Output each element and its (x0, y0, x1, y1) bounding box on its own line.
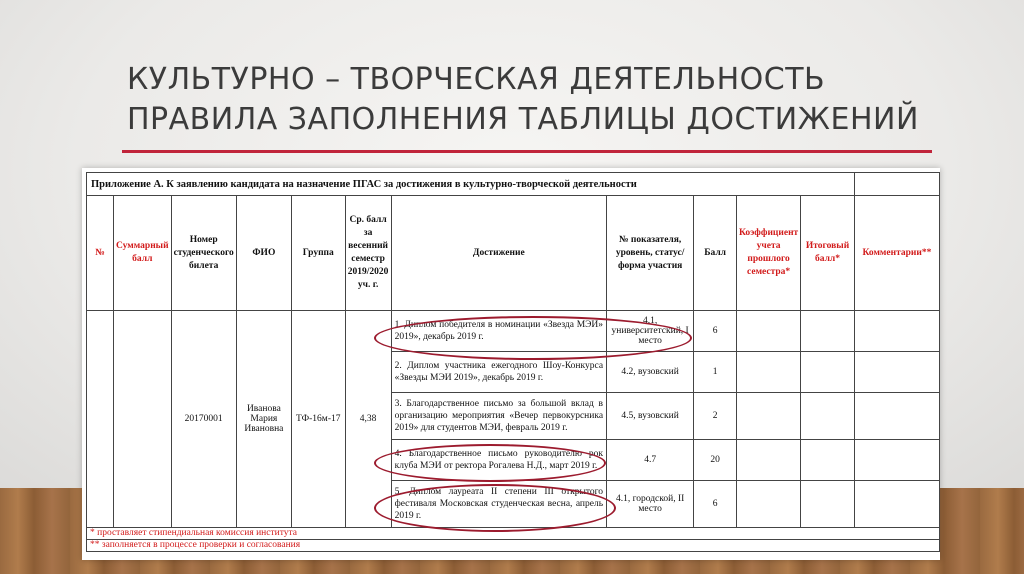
comment-1 (854, 311, 939, 352)
cell-average-grade: 4,38 (345, 311, 391, 528)
achievements-table (86, 172, 940, 552)
indicator-2: 4.2, вузовский (607, 352, 694, 393)
footnote-1: * проставляет стипендиальная комиссия института (87, 528, 940, 540)
coef-5 (736, 481, 800, 528)
slide-title (127, 60, 927, 140)
score-3: 2 (694, 393, 737, 440)
header-score: Балл (694, 196, 737, 311)
achievement-1: 1. Диплом победителя в номинации «Звезда МЭИ» 2019», декабрь 2019 г. (391, 311, 606, 352)
header-ticket-number: Номер студенческого билета (171, 196, 236, 311)
comment-5 (854, 481, 939, 528)
indicator-3: 4.5, вузовский (607, 393, 694, 440)
total-4 (801, 440, 855, 481)
achievement-3: 3. Благодарственное письмо за большой вклад в организацию мероприятия «Вечер первокурсника 2019» для студентов МЭИ, февраль 2019 г. (391, 393, 606, 440)
cell-group: ТФ-16м-17 (291, 311, 345, 528)
indicator-4: 4.7 (607, 440, 694, 481)
header-sum-score: Суммарный балл (114, 196, 172, 311)
comment-4 (854, 440, 939, 481)
coef-4 (736, 440, 800, 481)
cell-fio: Иванова Мария Ивановна (236, 311, 291, 528)
achievement-2: 2. Диплом участника ежегодного Шоу-Конкурса «Звезды МЭИ 2019», декабрь 2019 г. (391, 352, 606, 393)
header-coefficient: Коэффициент учета прошлого семестра* (736, 196, 800, 311)
header-average-grade: Ср. балл за весенний семестр 2019/2020 уч. г. (345, 196, 391, 311)
header-group: Группа (291, 196, 345, 311)
coef-2 (736, 352, 800, 393)
indicator-5: 4.1, городской, II место (607, 481, 694, 528)
total-3 (801, 393, 855, 440)
total-1 (801, 311, 855, 352)
indicator-1: 4.1, университетский, I место (607, 311, 694, 352)
comment-3 (854, 393, 939, 440)
title-line-2: ПРАВИЛА ЗАПОЛНЕНИЯ ТАБЛИЦЫ ДОСТИЖЕНИЙ (127, 102, 919, 137)
header-fio: ФИО (236, 196, 291, 311)
header-achievement: Достижение (391, 196, 606, 311)
footnote-2: ** заполняется в процессе проверки и согласования (87, 540, 940, 552)
header-number: № (87, 196, 114, 311)
comment-2 (854, 352, 939, 393)
cell-ticket-number: 20170001 (171, 311, 236, 528)
coef-1 (736, 311, 800, 352)
header-indicator: № показателя, уровень, статус/ форма участия (607, 196, 694, 311)
coef-3 (736, 393, 800, 440)
cell-number (87, 311, 114, 528)
header-comments: Комментарии** (854, 196, 939, 311)
title-underline (122, 150, 932, 153)
score-2: 1 (694, 352, 737, 393)
achievement-4: 4. Благодарственное письмо руководителю рок клуба МЭИ от ректора Рогалева Н.Д., март 2019 г. (391, 440, 606, 481)
title-line-1: КУЛЬТУРНО – ТВОРЧЕСКАЯ ДЕЯТЕЛЬНОСТЬ (127, 62, 826, 97)
total-2 (801, 352, 855, 393)
achievements-table-sheet (82, 168, 940, 560)
total-5 (801, 481, 855, 528)
header-total-score: Итоговый балл* (801, 196, 855, 311)
score-5: 6 (694, 481, 737, 528)
score-1: 6 (694, 311, 737, 352)
caption-empty-cell (854, 173, 939, 196)
achievement-5: 5. Диплом лауреата II степени III открытого фестиваля Московская студенческая весна, апрель 2019 г. (391, 481, 606, 528)
cell-sum-score (114, 311, 172, 528)
score-4: 20 (694, 440, 737, 481)
table-caption: Приложение А. К заявлению кандидата на назначение ПГАС за достижения в культурно-творческой деятельности (87, 173, 855, 196)
